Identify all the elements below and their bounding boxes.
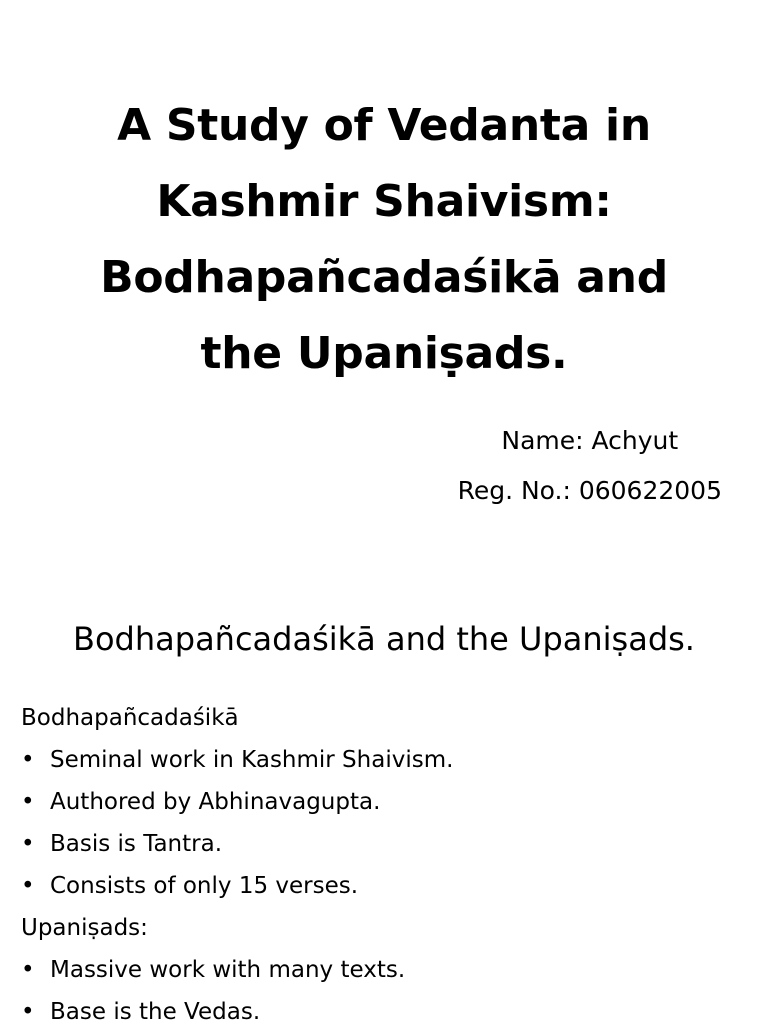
author-name: Name: Achyut <box>501 426 679 455</box>
list-item-text: Base is the Vedas. <box>50 999 261 1025</box>
list-item <box>21 739 741 781</box>
title-line: the Upaniṣads. <box>200 328 568 379</box>
bullet-icon: • <box>21 999 35 1025</box>
bullet-icon: • <box>21 957 35 983</box>
registration-number: Reg. No.: 060622005 <box>457 476 722 505</box>
bullet-icon: • <box>21 747 35 773</box>
slide-title <box>40 88 728 392</box>
title-line: A Study of Vedanta in <box>117 100 651 151</box>
list-item <box>21 781 741 823</box>
title-line: Kashmir Shaivism: <box>156 176 612 227</box>
list-item <box>21 865 741 907</box>
section-heading-upanisads: Upaniṣads: <box>21 915 148 941</box>
list-item-text: Massive work with many texts. <box>50 957 406 983</box>
list-item <box>21 991 741 1033</box>
bullet-list-upanisads <box>21 949 741 1033</box>
content-body <box>21 697 741 1033</box>
list-item-text: Seminal work in Kashmir Shaivism. <box>50 747 454 773</box>
bullet-icon: • <box>21 831 35 857</box>
list-item <box>21 823 741 865</box>
list-item <box>21 949 741 991</box>
bullet-icon: • <box>21 789 35 815</box>
list-item-text: Consists of only 15 verses. <box>50 873 359 899</box>
title-line: Bodhapañcadaśikā and <box>100 252 668 303</box>
author-block <box>458 416 722 516</box>
bullet-list-bodhapancadasika <box>21 739 741 907</box>
list-item-text: Basis is Tantra. <box>50 831 223 857</box>
list-item-text: Authored by Abhinavagupta. <box>50 789 381 815</box>
section-heading-bodhapancadasika: Bodhapañcadaśikā <box>21 705 239 731</box>
bullet-icon: • <box>21 873 35 899</box>
slide-subtitle: Bodhapañcadaśikā and the Upaniṣads. <box>73 620 695 658</box>
